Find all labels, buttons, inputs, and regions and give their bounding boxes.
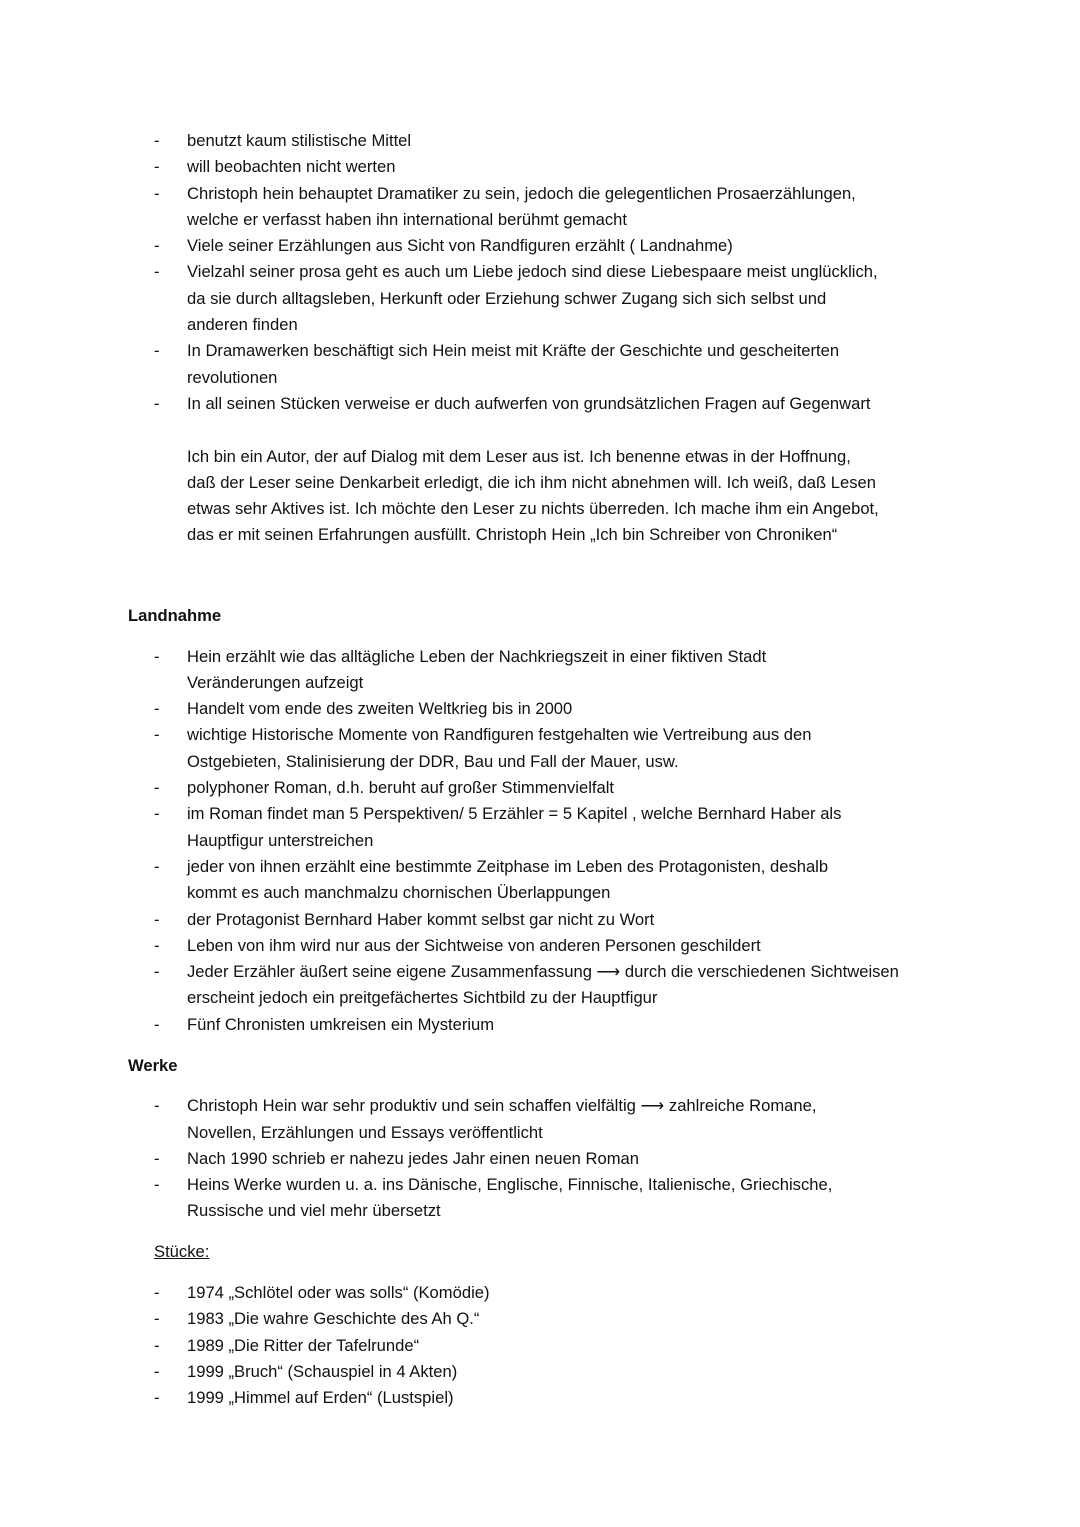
list-item	[0, 1385, 1080, 1411]
list-item-line: welche er verfasst haben ihn international berühmt gemacht	[187, 209, 627, 229]
list-item-line: Viele seiner Erzählungen aus Sicht von Randfiguren erzählt ( Landnahme)	[187, 236, 733, 256]
landnahme-list	[0, 644, 1080, 1038]
list-item-line: Novellen, Erzählungen und Essays veröffentlicht	[187, 1122, 543, 1142]
werke-list	[0, 1093, 1080, 1224]
list-item-line: benutzt kaum stilistische Mittel	[187, 131, 412, 150]
list-item	[0, 1172, 1080, 1225]
bullet-dash: -	[154, 699, 160, 719]
list-item	[0, 1306, 1080, 1332]
list-item	[0, 644, 1080, 697]
list-item-line: In Dramawerken beschäftigt sich Hein meist mit Kräfte der Geschichte und gescheiterten	[187, 341, 840, 361]
list-item	[0, 259, 1080, 338]
list-item	[0, 1093, 1080, 1146]
list-item-line: kommt es auch manchmalzu chornischen Überlappungen	[187, 883, 611, 903]
list-item-line: jeder von ihnen erzählt eine bestimmte Zeitphase im Leben des Protagonisten, deshalb	[187, 856, 829, 876]
list-item-line: Leben von ihm wird nur aus der Sichtweise von anderen Personen geschildert	[187, 935, 761, 955]
list-item-line: Jeder Erzähler äußert seine eigene Zusammenfassung ⟶ durch die verschiedenen Sichtweisen	[187, 962, 899, 982]
list-item	[0, 1359, 1080, 1385]
list-item	[0, 233, 1080, 259]
bullet-dash: -	[154, 725, 160, 745]
quote-line: daß der Leser seine Denkarbeit erledigt, die ich ihm nicht abnehmen will. Ich weiß, daß Lesen	[187, 472, 876, 492]
bullet-dash: -	[154, 935, 160, 955]
stuecke-list	[0, 1280, 1080, 1411]
list-item	[0, 1333, 1080, 1359]
list-item-line: erscheint jedoch ein preitgefächertes Sichtbild zu der Hauptfigur	[187, 988, 658, 1008]
bullet-dash: -	[154, 236, 160, 256]
list-item-line: will beobachten nicht werten	[187, 157, 396, 177]
list-item	[0, 338, 1080, 391]
document-page	[0, 128, 1080, 1412]
bullet-dash: -	[154, 1283, 160, 1303]
bullet-dash: -	[154, 1148, 160, 1168]
list-item	[0, 391, 1080, 417]
list-item-line: der Protagonist Bernhard Haber kommt selbst gar nicht zu Wort	[187, 909, 655, 929]
bullet-dash: -	[154, 856, 160, 876]
list-item-line: Christoph Hein war sehr produktiv und sein schaffen vielfältig ⟶ zahlreiche Romane,	[187, 1096, 817, 1116]
bullet-dash: -	[154, 1361, 160, 1381]
list-item	[0, 722, 1080, 775]
bullet-dash: -	[154, 131, 160, 150]
bullet-dash: -	[154, 1175, 160, 1195]
list-item-line: 1983 „Die wahre Geschichte des Ah Q.“	[187, 1309, 480, 1329]
list-item-line: Ostgebieten, Stalinisierung der DDR, Bau und Fall der Mauer, usw.	[187, 751, 679, 771]
bullet-dash: -	[154, 157, 160, 177]
list-item-line: Heins Werke wurden u. a. ins Dänische, Englische, Finnische, Italienische, Griechische,	[187, 1175, 833, 1195]
list-item-line: Nach 1990 schrieb er nahezu jedes Jahr einen neuen Roman	[187, 1148, 640, 1168]
bullet-dash: -	[154, 1309, 160, 1329]
list-item-line: 1999 „Himmel auf Erden“ (Lustspiel)	[187, 1388, 454, 1408]
bullet-dash: -	[154, 183, 160, 203]
list-item-line: Christoph hein behauptet Dramatiker zu sein, jedoch die gelegentlichen Prosaerzählungen,	[187, 183, 856, 203]
list-item-line: polyphoner Roman, d.h. beruht auf großer Stimmenvielfalt	[187, 778, 615, 798]
list-item-line: Vielzahl seiner prosa geht es auch um Liebe jedoch sind diese Liebespaare meist unglücklich,	[187, 262, 878, 282]
bullet-dash: -	[154, 646, 160, 666]
bullet-dash: -	[154, 1388, 160, 1408]
list-item-line: 1974 „Schlötel oder was solls“ (Komödie)	[187, 1283, 490, 1303]
list-item	[0, 128, 1080, 154]
list-item-line: In all seinen Stücken verweise er duch aufwerfen von grundsätzlichen Fragen auf Gegenwart	[187, 393, 871, 413]
bullet-dash: -	[154, 341, 160, 361]
list-item-line: Veränderungen aufzeigt	[187, 672, 364, 692]
list-item-line: Russische und viel mehr übersetzt	[187, 1201, 441, 1221]
bullet-dash: -	[154, 1335, 160, 1355]
list-item-line: 1999 „Bruch“ (Schauspiel in 4 Akten)	[187, 1361, 458, 1381]
list-item	[0, 181, 1080, 234]
list-item	[0, 1146, 1080, 1172]
list-item-line: da sie durch alltagsleben, Herkunft oder Erziehung schwer Zugang sich sich selbst und	[187, 288, 827, 308]
intro-list	[0, 128, 1080, 417]
list-item-line: Hauptfigur unterstreichen	[187, 830, 374, 850]
author-quote	[0, 444, 1080, 549]
bullet-dash: -	[154, 393, 160, 413]
bullet-dash: -	[154, 778, 160, 798]
list-item	[0, 1012, 1080, 1038]
list-item-line: Handelt vom ende des zweiten Weltkrieg bis in 2000	[187, 699, 573, 719]
bullet-dash: -	[154, 804, 160, 824]
bullet-dash: -	[154, 962, 160, 982]
list-item	[0, 801, 1080, 854]
bullet-dash: -	[154, 909, 160, 929]
list-item	[0, 959, 1080, 1012]
quote-line: das er mit seinen Erfahrungen ausfüllt. Christoph Hein „Ich bin Schreiber von Chroniken“	[187, 525, 838, 545]
heading-stuecke: Stücke:	[154, 1242, 210, 1262]
heading-werke: Werke	[128, 1055, 178, 1075]
list-item	[0, 854, 1080, 907]
quote-line: etwas sehr Aktives ist. Ich möchte den Leser zu nichts überreden. Ich mache ihm ein Angebot,	[187, 499, 879, 519]
list-item-line: 1989 „Die Ritter der Tafelrunde“	[187, 1335, 420, 1355]
list-item	[0, 775, 1080, 801]
list-item-line: wichtige Historische Momente von Randfiguren festgehalten wie Vertreibung aus den	[187, 725, 812, 745]
bullet-dash: -	[154, 1014, 160, 1034]
list-item-line: Hein erzählt wie das alltägliche Leben der Nachkriegszeit in einer fiktiven Stadt	[187, 646, 767, 666]
bullet-dash: -	[154, 262, 160, 282]
list-item-line: anderen finden	[187, 315, 298, 335]
heading-landnahme: Landnahme	[128, 605, 222, 625]
list-item-line: Fünf Chronisten umkreisen ein Mysterium	[187, 1014, 495, 1034]
list-item	[0, 154, 1080, 180]
list-item	[0, 696, 1080, 722]
list-item-line: revolutionen	[187, 367, 278, 387]
bullet-dash: -	[154, 1096, 160, 1116]
list-item	[0, 933, 1080, 959]
list-item-line: im Roman findet man 5 Perspektiven/ 5 Erzähler = 5 Kapitel , welche Bernhard Haber als	[187, 804, 842, 824]
list-item	[0, 907, 1080, 933]
quote-line: Ich bin ein Autor, der auf Dialog mit dem Leser aus ist. Ich benenne etwas in der Hoffnung,	[187, 446, 851, 466]
list-item	[0, 1280, 1080, 1306]
